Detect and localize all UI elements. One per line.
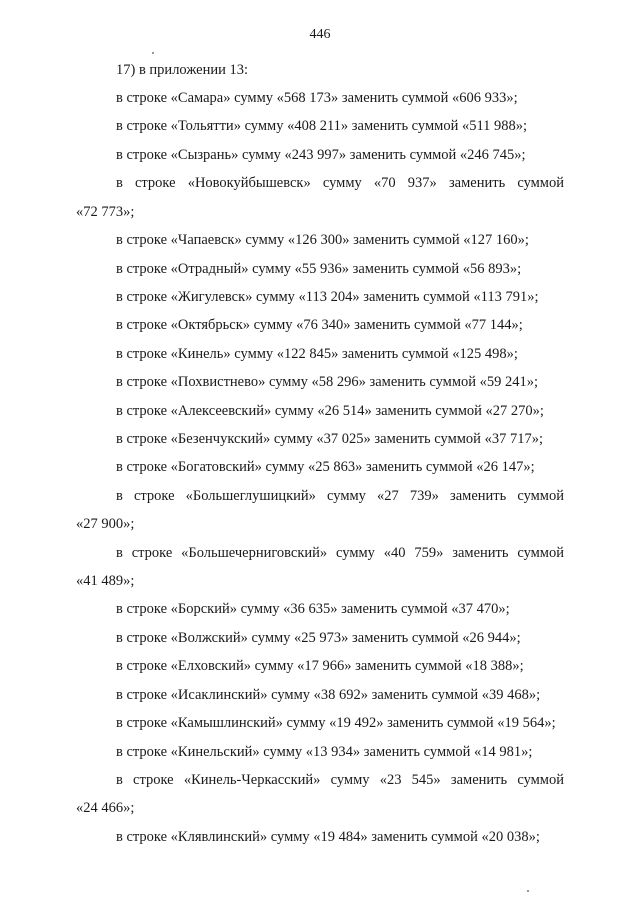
text-line: в строке «Клявлинский» сумму «19 484» заменить суммой «20 038»; [116,829,540,845]
text-line: «72 773»; [76,204,135,220]
text-line: в строке «Исаклинский» сумму «38 692» заменить суммой «39 468»; [116,687,541,703]
text-line: в строке «Жигулевск» сумму «113 204» заменить суммой «113 791»; [116,289,539,305]
text-line: «27 900»; [76,516,135,532]
text-line: в строке «Отрадный» сумму «55 936» заменить суммой «56 893»; [116,261,522,277]
text-line: в строке «Большеглушицкий» сумму «27 739» заменить суммой [116,488,564,504]
section-heading: 17) в приложении 13: [116,62,249,78]
text-line: в строке «Похвистнево» сумму «58 296» заменить суммой «59 241»; [116,374,539,390]
text-line: в строке «Борский» сумму «36 635» заменить суммой «37 470»; [116,601,510,617]
text-line: в строке «Богатовский» сумму «25 863» заменить суммой «26 147»; [116,459,535,475]
text-line: «41 489»; [76,573,135,589]
text-line: в строке «Камышлинский» сумму «19 492» заменить суммой «19 564»; [116,715,556,731]
text-line: в строке «Тольятти» сумму «408 211» заменить суммой «511 988»; [116,118,528,134]
text-line: «24 466»; [76,800,135,816]
text-line: в строке «Октябрьск» сумму «76 340» заменить суммой «77 144»; [116,317,523,333]
text-line: в строке «Кинельский» сумму «13 934» заменить суммой «14 981»; [116,744,533,760]
text-line: в строке «Самара» сумму «568 173» заменить суммой «606 933»; [116,90,518,106]
text-line: в строке «Безенчукский» сумму «37 025» заменить суммой «37 717»; [116,431,543,447]
text-line: в строке «Новокуйбышевск» сумму «70 937» заменить суммой [116,175,564,191]
text-line: в строке «Кинель-Черкасский» сумму «23 545» заменить суммой [116,772,564,788]
text-line: в строке «Сызрань» сумму «243 997» заменить суммой «246 745»; [116,147,526,163]
page-number: 446 [309,27,331,42]
scan-speck [152,52,154,54]
text-line: в строке «Большечерниговский» сумму «40 759» заменить суммой [116,545,564,561]
text-line: в строке «Алексеевский» сумму «26 514» заменить суммой «27 270»; [116,403,544,419]
text-line: в строке «Кинель» сумму «122 845» заменить суммой «125 498»; [116,346,518,362]
text-line: в строке «Чапаевск» сумму «126 300» заменить суммой «127 160»; [116,232,529,248]
scan-speck [527,890,529,892]
text-line: в строке «Волжский» сумму «25 973» заменить суммой «26 944»; [116,630,521,646]
text-line: в строке «Елховский» сумму «17 966» заменить суммой «18 388»; [116,658,524,674]
